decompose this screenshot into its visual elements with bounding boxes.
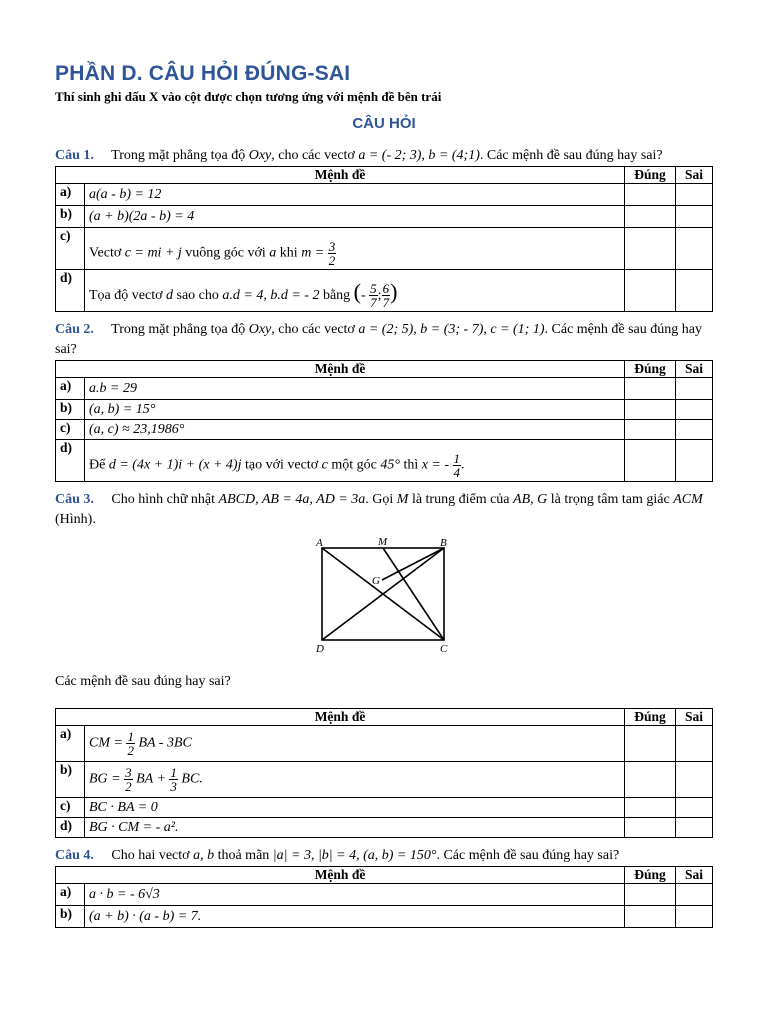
row-label: a) bbox=[56, 884, 85, 906]
instruction-text: Thí sinh ghi dấu X vào cột được chọn tương ứng với mệnh đề bên trái bbox=[55, 89, 442, 104]
q3-text-b: . Gọi bbox=[365, 492, 394, 507]
true-answer-cell[interactable] bbox=[625, 762, 676, 798]
statement-math: a · b = - 6√3 bbox=[85, 884, 625, 906]
statement-math: m = bbox=[301, 245, 325, 261]
section-heading: CÂU HỎI bbox=[352, 115, 416, 132]
false-answer-cell[interactable] bbox=[676, 726, 713, 762]
statement-math: d bbox=[166, 287, 173, 303]
true-answer-cell[interactable] bbox=[625, 400, 676, 420]
row-label: a) bbox=[56, 378, 85, 400]
false-answer-cell[interactable] bbox=[676, 440, 713, 482]
statement-math: (a + b)(2a - b) = 4 bbox=[85, 206, 625, 228]
q1-text-b: , cho các vectơ bbox=[271, 148, 355, 163]
header-true: Đúng bbox=[625, 361, 676, 378]
statement-math: (a, c) ≈ 23,1986° bbox=[85, 420, 625, 440]
true-answer-cell[interactable] bbox=[625, 420, 676, 440]
q3-text-a: Cho hình chữ nhật bbox=[111, 492, 216, 507]
true-answer-cell[interactable] bbox=[625, 228, 676, 270]
q3-text-d: là trọng tâm tam giác bbox=[550, 492, 670, 507]
false-answer-cell[interactable] bbox=[676, 228, 713, 270]
q2-vector-c: c = (1; 1) bbox=[490, 322, 545, 337]
table-header-row bbox=[56, 167, 713, 184]
table-row bbox=[56, 206, 713, 228]
q3-math-3: AB, G bbox=[513, 492, 548, 507]
question-2-table bbox=[55, 360, 713, 482]
statement-middle: vuông góc với bbox=[185, 245, 266, 261]
part-title: PHẦN D. CÂU HỎI ĐÚNG-SAI bbox=[55, 62, 351, 85]
row-label: b) bbox=[56, 206, 85, 228]
statement-math: 45° bbox=[380, 457, 400, 473]
true-answer-cell[interactable] bbox=[625, 270, 676, 312]
question-2: Câu 2. Trong mặt phẳng tọa độ Oxy, cho các vectơ a = (2; 5), b = (3; - 7), c = (1; 1). Các mệnh đề sau đúng hay sai? bbox=[55, 322, 702, 357]
minus-sign: - bbox=[361, 287, 366, 303]
statement-math: c = mi + j bbox=[124, 245, 182, 261]
q3-math-4: ACM bbox=[673, 492, 703, 507]
question-4-label: Câu 4. bbox=[55, 848, 94, 863]
header-true: Đúng bbox=[625, 167, 676, 184]
statement-math: c bbox=[321, 457, 328, 473]
header-statement: Mệnh đề bbox=[56, 867, 625, 884]
statement-math: CM = $\frac{1}{2}$ BA - 3BC bbox=[85, 726, 625, 762]
false-answer-cell[interactable] bbox=[676, 818, 713, 838]
point-b-label: B bbox=[440, 537, 447, 549]
q3-math-2: M bbox=[396, 492, 409, 507]
statement-prefix: Tọa độ vectơ bbox=[89, 287, 163, 303]
fraction: $\frac{5}{7}$ bbox=[370, 281, 377, 310]
question-3 bbox=[55, 490, 713, 530]
header-true: Đúng bbox=[625, 709, 676, 726]
false-answer-cell[interactable] bbox=[676, 378, 713, 400]
statement-math: BG · CM = - a². bbox=[85, 818, 625, 838]
header-false: Sai bbox=[676, 167, 713, 184]
q2-vectors: a = (2; 5), b = (3; - 7) bbox=[358, 322, 484, 337]
q1-oxy: Oxy bbox=[248, 148, 272, 163]
statement-math: a bbox=[269, 245, 277, 261]
table-header-row bbox=[56, 709, 713, 726]
statement-text: Tọa độ vectơ d sao cho a.d = 4, b.d = - 2 bằng (- $\frac{5}{7}$ ; $\frac{6}{7}$ ) bbox=[85, 270, 625, 312]
statement-suffix: bằng bbox=[322, 287, 351, 303]
q2-oxy: Oxy bbox=[248, 322, 272, 337]
q3-text-c: là trung điểm của bbox=[411, 492, 510, 507]
point-d-label: D bbox=[316, 643, 324, 655]
statement-math: a(a - b) = 12 bbox=[85, 184, 625, 206]
question-4-table bbox=[55, 866, 713, 928]
q2-text-a: Trong mặt phẳng tọa độ bbox=[111, 322, 246, 337]
question-3-table bbox=[55, 708, 713, 838]
header-false: Sai bbox=[676, 361, 713, 378]
true-answer-cell[interactable] bbox=[625, 378, 676, 400]
table-row bbox=[56, 378, 713, 400]
false-answer-cell[interactable] bbox=[676, 270, 713, 312]
statement-math: BG = $\frac{3}{2}$ BA + $\frac{1}{3}$ BC. bbox=[85, 762, 625, 798]
statement-math: a.b = 29 bbox=[85, 378, 625, 400]
table-row bbox=[56, 440, 713, 482]
true-answer-cell[interactable] bbox=[625, 798, 676, 818]
rectangle-figure bbox=[314, 534, 454, 658]
true-answer-cell[interactable] bbox=[625, 818, 676, 838]
question-3-label: Câu 3. bbox=[55, 492, 94, 507]
row-label: b) bbox=[56, 906, 85, 928]
table-row bbox=[56, 184, 713, 206]
q4-text-c: . Các mệnh đề sau đúng hay sai? bbox=[436, 848, 620, 863]
fraction: $\frac{3}{2}$ bbox=[125, 765, 132, 794]
false-answer-cell[interactable] bbox=[676, 884, 713, 906]
q3-math-1: ABCD, AB = 4a, AD = 3a bbox=[218, 492, 366, 507]
row-label: a) bbox=[56, 726, 85, 762]
statement-prefix: Để bbox=[89, 457, 106, 473]
point-m-label: M bbox=[378, 536, 388, 548]
row-label: c) bbox=[56, 798, 85, 818]
true-answer-cell[interactable] bbox=[625, 726, 676, 762]
table-row bbox=[56, 798, 713, 818]
q2-text-b: , cho các vectơ bbox=[271, 322, 355, 337]
statement-middle: sao cho bbox=[176, 287, 219, 303]
row-label: a) bbox=[56, 184, 85, 206]
statement-text: Để d = (4x + 1)i + (x + 4)j tạo với vectơ c một góc 45° thì x = - $\frac{1}{4}$ . bbox=[85, 440, 625, 482]
statement-math: (a, b) = 15° bbox=[85, 400, 625, 420]
q3-text-e: (Hình). bbox=[55, 512, 96, 527]
table-header-row bbox=[56, 867, 713, 884]
separator: ; bbox=[377, 287, 382, 303]
false-answer-cell[interactable] bbox=[676, 184, 713, 206]
row-label: d) bbox=[56, 270, 85, 312]
true-answer-cell[interactable] bbox=[625, 440, 676, 482]
row-label: d) bbox=[56, 818, 85, 838]
false-answer-cell[interactable] bbox=[676, 400, 713, 420]
header-false: Sai bbox=[676, 867, 713, 884]
header-statement: Mệnh đề bbox=[56, 361, 625, 378]
q1-text-c: . Các mệnh đề sau đúng hay sai? bbox=[479, 148, 663, 163]
row-label: c) bbox=[56, 228, 85, 270]
false-answer-cell[interactable] bbox=[676, 206, 713, 228]
true-answer-cell[interactable] bbox=[625, 884, 676, 906]
fraction: $\frac{3}{2}$ bbox=[328, 239, 336, 268]
false-answer-cell[interactable] bbox=[676, 420, 713, 440]
header-statement: Mệnh đề bbox=[56, 167, 625, 184]
question-1-label: Câu 1. bbox=[55, 148, 94, 163]
fraction: $\frac{1}{4}$ bbox=[453, 451, 461, 480]
statement-math: BC · BA = 0 bbox=[85, 798, 625, 818]
statement-middle: một góc bbox=[331, 457, 377, 473]
table-row bbox=[56, 270, 713, 312]
fraction: $\frac{1}{3}$ bbox=[170, 765, 177, 794]
point-a-label: A bbox=[316, 537, 323, 549]
table-header-row bbox=[56, 361, 713, 378]
fraction: $\frac{1}{2}$ bbox=[127, 729, 134, 758]
q4-math-2: |a| = 3, |b| = 4, (a, b) = 150° bbox=[272, 848, 437, 863]
table-row bbox=[56, 726, 713, 762]
header-statement: Mệnh đề bbox=[56, 709, 625, 726]
fraction: $\frac{6}{7}$ bbox=[382, 281, 390, 310]
q1-text-a: Trong mặt phẳng tọa độ bbox=[111, 148, 246, 163]
q4-math-1: a, b bbox=[193, 848, 215, 863]
table-row bbox=[56, 400, 713, 420]
table-row bbox=[56, 762, 713, 798]
row-label: c) bbox=[56, 420, 85, 440]
statement-math: (a + b) · (a - b) = 7. bbox=[85, 906, 625, 928]
false-answer-cell[interactable] bbox=[676, 762, 713, 798]
statement-prefix: Vectơ bbox=[89, 245, 122, 261]
question-1-table bbox=[55, 166, 713, 312]
question-1 bbox=[55, 146, 713, 166]
statement-math: d = (4x + 1)i + (x + 4)j bbox=[108, 457, 242, 473]
header-false: Sai bbox=[676, 709, 713, 726]
q3-after-text: Các mệnh đề sau đúng hay sai? bbox=[55, 674, 231, 689]
q4-text-a: Cho hai vectơ bbox=[111, 848, 190, 863]
row-label: b) bbox=[56, 762, 85, 798]
true-answer-cell[interactable] bbox=[625, 206, 676, 228]
true-answer-cell[interactable] bbox=[625, 184, 676, 206]
point-g-label: G bbox=[372, 575, 380, 587]
statement-math: x = - bbox=[421, 457, 450, 473]
statement-math: a.d = 4, b.d = - 2 bbox=[222, 287, 320, 303]
table-row bbox=[56, 420, 713, 440]
false-answer-cell[interactable] bbox=[676, 906, 713, 928]
table-row bbox=[56, 818, 713, 838]
document-page bbox=[55, 62, 713, 936]
statement-middle: tạo với vectơ bbox=[244, 457, 319, 473]
question-4 bbox=[55, 846, 713, 866]
true-answer-cell[interactable] bbox=[625, 906, 676, 928]
statement-suffix: khi bbox=[279, 245, 298, 261]
header-true: Đúng bbox=[625, 867, 676, 884]
question-2-label: Câu 2. bbox=[55, 322, 94, 337]
statement-suffix: thì bbox=[403, 457, 419, 473]
point-c-label: C bbox=[440, 643, 448, 655]
q1-vectors: a = (- 2; 3), b = (4;1) bbox=[358, 148, 480, 163]
table-row bbox=[56, 228, 713, 270]
false-answer-cell[interactable] bbox=[676, 798, 713, 818]
row-label: d) bbox=[56, 440, 85, 482]
statement-text bbox=[85, 228, 625, 270]
row-label: b) bbox=[56, 400, 85, 420]
table-row bbox=[56, 884, 713, 906]
q4-text-b: thoả mãn bbox=[217, 848, 270, 863]
q2-text-c: . Các mệnh đề sau đúng hay sai? bbox=[55, 322, 702, 357]
table-row bbox=[56, 906, 713, 928]
